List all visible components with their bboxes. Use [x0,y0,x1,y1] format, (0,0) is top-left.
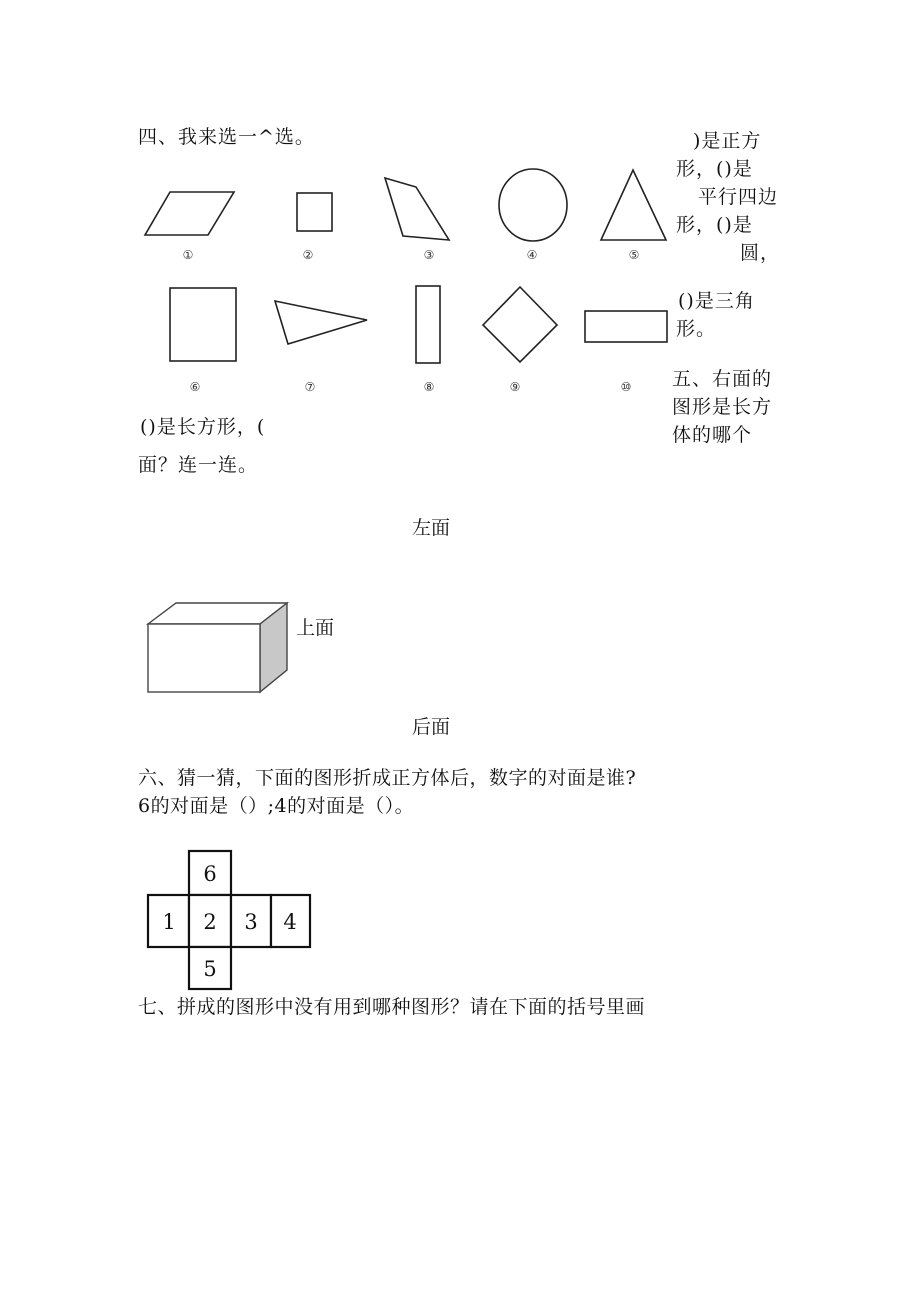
shape-label-6: ⑥ [189,380,201,394]
shape-label-1: ① [182,248,194,262]
section4-heading: 四、我来选一^选。 [138,126,315,148]
net-number-3: 3 [244,910,258,934]
section4-continue-line: 面？连一连。 [138,454,259,476]
net-number-5: 5 [203,957,217,981]
net-number-4: 4 [283,910,297,934]
shape-label-5: ⑤ [628,248,640,262]
cuboid [148,603,287,692]
circle-4 [499,169,567,241]
net-number-2: 2 [203,910,217,934]
section5-side-line-2: 图形是长方 [672,396,773,418]
square-2 [297,193,332,231]
section6-heading: 六、猜一猜，下面的图形折成正方体后，数字的对面是谁? [138,767,637,789]
face-label-top: 上面 [296,617,335,639]
section4-bottom-line: ()是长方形，( [140,416,266,438]
section5-side-line-1: 五、右面的 [672,368,773,390]
shape-label-2: ② [302,248,314,262]
section4-side-line-4: 形，()是 [676,214,753,236]
section4-side-line-1: )是正方 [693,130,762,152]
net-number-1: 1 [162,910,176,934]
parallelogram-1 [145,192,234,235]
shape-label-10: ⑩ [620,380,632,394]
square-6 [170,288,236,361]
shape-label-3: ③ [423,248,435,262]
net-number-6: 6 [203,862,217,886]
shape-label-4: ④ [526,248,538,262]
rectangle-10 [585,311,667,342]
shape-label-8: ⑧ [423,380,435,394]
section4-side-line-6: ()是三角 [678,290,755,312]
face-label-left: 左面 [412,517,451,539]
rectangle-8 [416,286,440,363]
section4-side-line-3: 平行四边 [698,186,779,208]
parallelogram-3 [385,178,449,240]
triangle-7 [275,301,367,344]
section6-question: 6的对面是（）;4的对面是（）。 [138,795,415,817]
section4-side-line-7: 形。 [676,318,717,340]
shape-label-7: ⑦ [304,380,316,394]
cuboid-front-face [148,624,260,692]
square-9 [483,287,557,362]
section5-side-line-3: 体的哪个 [672,424,753,446]
face-label-back: 后面 [412,716,451,738]
triangle-5 [601,170,666,240]
section4-side-line-2: 形，()是 [676,158,753,180]
section7-heading: 七、拼成的图形中没有用到哪种图形？请在下面的括号里画 [138,996,646,1018]
section4-side-line-5: 圆， [740,242,781,264]
shape-label-9: ⑨ [509,380,521,394]
